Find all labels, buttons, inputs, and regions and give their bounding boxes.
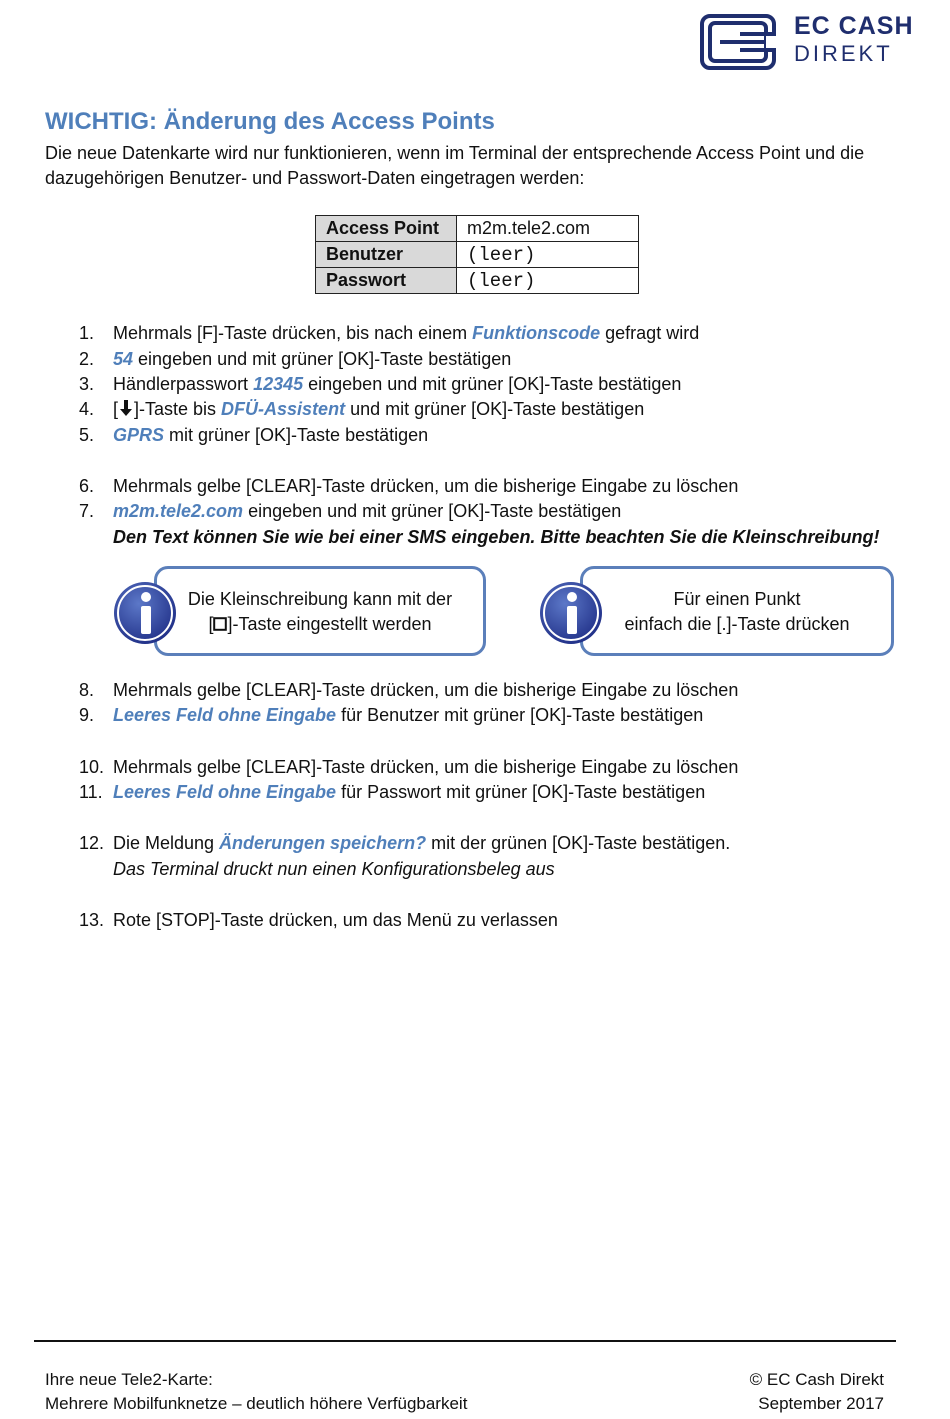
step-number: 6. bbox=[79, 476, 95, 496]
table-value: (leer) bbox=[457, 268, 639, 294]
step-12-note: Das Terminal druckt nun einen Konfigurationsbeleg aus bbox=[113, 859, 555, 879]
step-text bbox=[113, 397, 644, 422]
info-text-line: Die Kleinschreibung kann mit der bbox=[187, 589, 453, 609]
step-text-part: eingeben und mit grüner [OK]-Taste bestätigen bbox=[243, 501, 622, 521]
step-highlight: m2m.tele2.com bbox=[113, 501, 244, 521]
table-key: Access Point bbox=[316, 216, 457, 242]
step-text-part: eingeben und mit grüner [OK]-Taste bestätigen bbox=[133, 349, 512, 369]
step-highlight: DFÜ-Assistent bbox=[221, 399, 346, 419]
info-icon bbox=[112, 580, 180, 646]
info-bubble bbox=[154, 566, 486, 656]
step-highlight: Leeres Feld ohne Eingabe bbox=[113, 705, 337, 725]
step-text: Mehrmals gelbe [CLEAR]-Taste drücken, um die bisherige Eingabe zu löschen bbox=[113, 680, 739, 700]
footer-right bbox=[750, 1368, 884, 1416]
footer-date: September 2017 bbox=[758, 1394, 884, 1413]
step-highlight: Funktionscode bbox=[472, 323, 601, 343]
info-text-part: [ bbox=[208, 614, 214, 634]
step-number: 1. bbox=[79, 323, 95, 343]
square-key-icon bbox=[213, 617, 227, 631]
step-highlight: Leeres Feld ohne Eingabe bbox=[113, 782, 337, 802]
step-highlight: GPRS bbox=[113, 425, 165, 445]
info-bubble bbox=[580, 566, 894, 656]
step-number: 13. bbox=[79, 910, 105, 930]
logo-line-1: EC CASH bbox=[794, 12, 914, 40]
table-key: Passwort bbox=[316, 268, 457, 294]
info-text-line: einfach die [.]-Taste drücken bbox=[624, 614, 850, 634]
step-text: Rote [STOP]-Taste drücken, um das Menü zu verlassen bbox=[113, 910, 558, 930]
step-text-part: eingeben und mit grüner [OK]-Taste bestätigen bbox=[303, 374, 682, 394]
info-box-dot bbox=[538, 566, 896, 658]
step-text-part: Die Meldung bbox=[113, 833, 220, 853]
step-text bbox=[113, 499, 621, 524]
step-text-part: mit der grünen [OK]-Taste bestätigen. bbox=[426, 833, 731, 853]
step-text bbox=[113, 347, 511, 372]
step-text-part: [ bbox=[113, 399, 119, 419]
step-text-part: für Benutzer mit grüner [OK]-Taste bestätigen bbox=[336, 705, 704, 725]
step-number: 5. bbox=[79, 425, 95, 445]
step-number: 10. bbox=[79, 757, 105, 777]
info-icon bbox=[538, 580, 606, 646]
step-text: Mehrmals gelbe [CLEAR]-Taste drücken, um die bisherige Eingabe zu löschen bbox=[113, 757, 739, 777]
step-text-part: ]-Taste bis bbox=[134, 399, 222, 419]
intro-paragraph: Die neue Datenkarte wird nur funktionieren, wenn im Terminal der entsprechende Access Point und die dazugehörigen Benutzer- und Passwort-Daten eingetragen werden: bbox=[45, 143, 865, 188]
step-text bbox=[113, 321, 699, 346]
step-text-part: für Passwort mit grüner [OK]-Taste bestätigen bbox=[336, 782, 706, 802]
footer-copyright: © EC Cash Direkt bbox=[749, 1370, 884, 1389]
step-highlight: 12345 bbox=[253, 374, 304, 394]
page-heading: WICHTIG: Änderung des Access Points bbox=[45, 108, 495, 135]
step-number: 4. bbox=[79, 399, 95, 419]
step-text-part: mit grüner [OK]-Taste bestätigen bbox=[164, 425, 429, 445]
step-text: Mehrmals gelbe [CLEAR]-Taste drücken, um die bisherige Eingabe zu löschen bbox=[113, 476, 739, 496]
arrow-down-icon bbox=[118, 399, 134, 417]
table-key: Benutzer bbox=[316, 242, 457, 268]
table-value: (leer) bbox=[457, 242, 639, 268]
step-7-note: Den Text können Sie wie bei einer SMS eingeben. Bitte beachten Sie die Kleinschreibung! bbox=[113, 527, 880, 547]
step-number: 8. bbox=[79, 680, 95, 700]
step-text bbox=[113, 703, 703, 728]
step-text bbox=[113, 372, 681, 397]
step-number: 2. bbox=[79, 349, 95, 369]
logo-line-2: DIREKT bbox=[794, 41, 893, 66]
footer-left bbox=[45, 1368, 467, 1416]
step-highlight: Änderungen speichern? bbox=[219, 833, 427, 853]
footer-line: Mehrere Mobilfunknetze – deutlich höhere Verfügbarkeit bbox=[45, 1394, 468, 1413]
step-number: 7. bbox=[79, 501, 95, 521]
step-number: 12. bbox=[79, 833, 105, 853]
step-number: 3. bbox=[79, 374, 95, 394]
step-text bbox=[113, 831, 730, 856]
info-box-lowercase bbox=[112, 566, 488, 658]
info-text-line: Für einen Punkt bbox=[673, 589, 801, 609]
step-text bbox=[113, 423, 428, 448]
step-text-part: Mehrmals [F]-Taste drücken, bis nach einem bbox=[113, 323, 473, 343]
step-highlight: 54 bbox=[113, 349, 134, 369]
step-text bbox=[113, 780, 705, 805]
step-text-part: gefragt wird bbox=[600, 323, 700, 343]
step-text-part: Händlerpasswort bbox=[113, 374, 254, 394]
footer-divider bbox=[34, 1340, 896, 1342]
step-number: 9. bbox=[79, 705, 95, 725]
footer-line: Ihre neue Tele2-Karte: bbox=[45, 1370, 213, 1389]
info-text-part: ]-Taste eingestellt werden bbox=[227, 614, 432, 634]
info-text-line bbox=[157, 612, 483, 637]
step-text-part: und mit grüner [OK]-Taste bestätigen bbox=[345, 399, 645, 419]
table-value: m2m.tele2.com bbox=[457, 216, 639, 242]
step-number: 11. bbox=[79, 782, 103, 802]
